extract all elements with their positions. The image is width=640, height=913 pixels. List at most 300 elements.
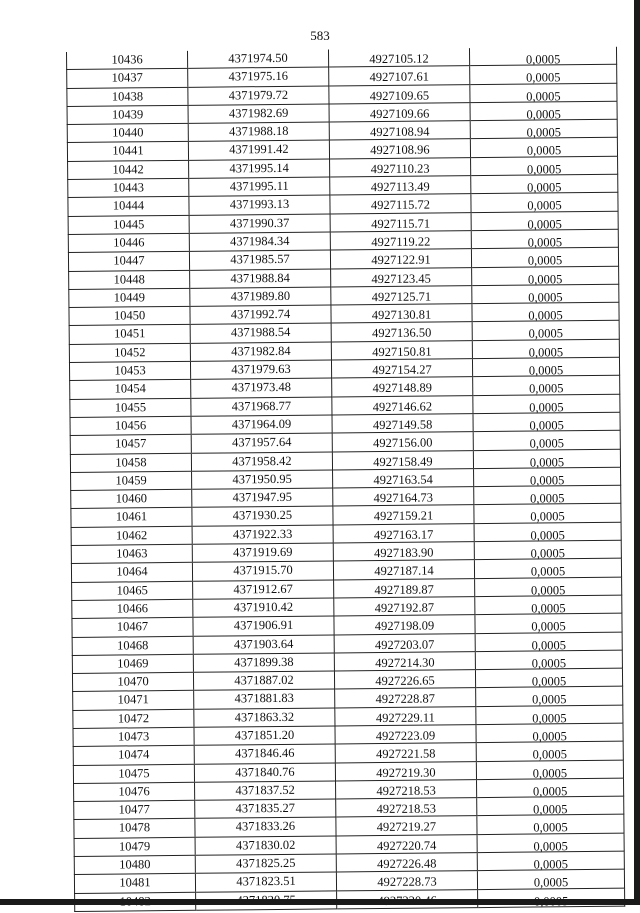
y-coordinate-cell bbox=[336, 816, 477, 836]
y-coordinate-text: 4927203.07 bbox=[374, 636, 435, 652]
x-coordinate-text: 4371979.72 bbox=[228, 87, 289, 103]
value-cell bbox=[476, 705, 623, 725]
value-text: 0,0005 bbox=[531, 637, 566, 653]
point-number-cell bbox=[72, 672, 193, 691]
x-coordinate-cell bbox=[193, 616, 334, 636]
value-text: 0,0005 bbox=[528, 290, 563, 305]
x-coordinate-text: 4371982.69 bbox=[228, 105, 289, 121]
y-coordinate-text: 4927122.91 bbox=[371, 252, 431, 268]
point-number-cell bbox=[70, 380, 191, 399]
x-coordinate-cell bbox=[193, 634, 334, 654]
value-text: 0,0005 bbox=[529, 436, 565, 451]
value-text: 0,0005 bbox=[529, 473, 565, 488]
point-number-cell bbox=[67, 124, 188, 143]
x-coordinate-cell bbox=[193, 671, 334, 691]
value-cell bbox=[474, 485, 621, 505]
value-cell bbox=[471, 211, 618, 231]
value-text: 0,0005 bbox=[533, 875, 569, 890]
y-coordinate-cell bbox=[330, 249, 471, 269]
y-coordinate-text: 4927136.50 bbox=[371, 325, 432, 341]
x-coordinate-cell bbox=[188, 104, 329, 124]
x-coordinate-cell bbox=[187, 49, 328, 68]
point-number-text: 10475 bbox=[118, 765, 150, 781]
point-number-text: 10479 bbox=[118, 838, 151, 854]
point-number-text: 10437 bbox=[111, 70, 143, 85]
x-coordinate-text: 4371992.74 bbox=[230, 307, 291, 322]
value-cell bbox=[473, 376, 620, 396]
value-cell bbox=[470, 119, 617, 139]
x-coordinate-cell bbox=[193, 653, 334, 673]
x-coordinate-text: 4371990.37 bbox=[229, 215, 290, 231]
point-number-text: 10460 bbox=[115, 491, 147, 506]
point-number-cell bbox=[68, 178, 189, 197]
value-text: 0,0005 bbox=[531, 656, 567, 671]
x-coordinate-text: 4371989.80 bbox=[230, 288, 291, 304]
value-text: 0,0005 bbox=[527, 271, 563, 287]
point-number-cell bbox=[68, 197, 189, 216]
value-text: 0,0005 bbox=[529, 399, 564, 415]
value-text: 0,0005 bbox=[525, 52, 561, 67]
point-number-cell bbox=[70, 435, 191, 454]
y-coordinate-cell bbox=[332, 395, 473, 415]
coordinates-table-wrapper bbox=[66, 47, 620, 912]
point-number-cell bbox=[66, 51, 187, 70]
point-number-text: 10466 bbox=[116, 601, 149, 616]
value-cell bbox=[471, 156, 618, 176]
y-coordinate-cell bbox=[329, 103, 470, 123]
x-coordinate-cell bbox=[190, 323, 331, 343]
value-text: 0,0005 bbox=[526, 107, 561, 122]
point-number-cell bbox=[73, 709, 194, 728]
y-coordinate-cell bbox=[330, 157, 471, 177]
x-coordinate-cell bbox=[194, 726, 335, 746]
y-coordinate-text: 4927219.27 bbox=[376, 819, 437, 835]
x-coordinate-cell bbox=[189, 250, 330, 270]
x-coordinate-text: 4371906.91 bbox=[233, 618, 294, 633]
value-text: 0,0005 bbox=[527, 235, 563, 250]
value-cell bbox=[473, 394, 620, 414]
point-number-text: 10444 bbox=[112, 198, 145, 213]
y-coordinate-cell bbox=[334, 615, 475, 635]
x-coordinate-cell bbox=[189, 159, 330, 179]
value-cell bbox=[477, 796, 624, 816]
point-number-text: 10472 bbox=[117, 710, 150, 726]
x-coordinate-text: 4371973.48 bbox=[231, 380, 291, 395]
point-number-text: 10461 bbox=[115, 509, 148, 524]
value-text: 0,0005 bbox=[526, 125, 562, 140]
point-number-text: 10474 bbox=[118, 747, 150, 762]
x-coordinate-cell bbox=[191, 378, 332, 398]
point-number-cell bbox=[69, 306, 190, 325]
x-coordinate-text: 4371979.63 bbox=[231, 361, 291, 377]
y-coordinate-cell bbox=[330, 176, 471, 196]
value-cell bbox=[471, 229, 618, 249]
point-number-text: 10477 bbox=[118, 802, 150, 817]
point-number-cell bbox=[72, 654, 193, 673]
scan-border-bottom bbox=[0, 899, 640, 905]
y-coordinate-cell bbox=[335, 743, 476, 763]
x-coordinate-text: 4371995.11 bbox=[229, 178, 289, 194]
point-number-text: 10465 bbox=[116, 582, 148, 598]
point-number-text: 10441 bbox=[112, 143, 144, 159]
x-coordinate-cell bbox=[195, 799, 336, 819]
point-number-cell bbox=[72, 636, 193, 655]
y-coordinate-text: 4927108.94 bbox=[370, 124, 430, 140]
point-number-text: 10468 bbox=[117, 637, 149, 653]
y-coordinate-text: 4927220.74 bbox=[376, 838, 437, 853]
y-coordinate-cell bbox=[331, 359, 472, 379]
point-number-text: 10453 bbox=[114, 363, 146, 378]
x-coordinate-text: 4371912.67 bbox=[233, 581, 293, 597]
y-coordinate-cell bbox=[336, 779, 477, 799]
y-coordinate-text: 4927183.90 bbox=[374, 545, 434, 561]
value-text: 0,0005 bbox=[530, 491, 565, 506]
x-coordinate-cell bbox=[190, 342, 331, 362]
value-cell bbox=[475, 632, 622, 652]
y-coordinate-text: 4927125.71 bbox=[371, 289, 432, 304]
y-coordinate-text: 4927221.58 bbox=[376, 746, 436, 762]
point-number-text: 10449 bbox=[113, 290, 146, 305]
point-number-cell bbox=[73, 764, 194, 783]
value-cell bbox=[474, 504, 621, 524]
y-coordinate-cell bbox=[331, 340, 472, 360]
x-coordinate-text: 4371835.27 bbox=[235, 801, 296, 816]
y-coordinate-text: 4927163.54 bbox=[373, 472, 433, 487]
value-cell bbox=[472, 321, 619, 341]
x-coordinate-cell bbox=[189, 177, 330, 197]
y-coordinate-cell bbox=[336, 853, 477, 873]
y-coordinate-text: 4927226.48 bbox=[377, 856, 437, 872]
point-number-cell bbox=[74, 855, 195, 874]
page-number: 583 bbox=[310, 28, 330, 43]
value-text: 0,0005 bbox=[531, 619, 566, 634]
y-coordinate-cell bbox=[332, 377, 473, 397]
x-coordinate-text: 4371974.50 bbox=[228, 50, 288, 66]
y-coordinate-text: 4927113.49 bbox=[370, 179, 430, 195]
x-coordinate-cell bbox=[195, 836, 336, 856]
y-coordinate-cell bbox=[334, 670, 475, 690]
x-coordinate-text: 4371988.54 bbox=[230, 325, 291, 340]
point-number-cell bbox=[72, 599, 193, 618]
value-cell bbox=[473, 430, 620, 450]
value-text: 0,0005 bbox=[527, 216, 562, 232]
x-coordinate-text: 4371919.69 bbox=[233, 544, 293, 560]
x-coordinate-text: 4371833.26 bbox=[235, 819, 296, 834]
y-coordinate-cell bbox=[330, 194, 471, 214]
x-coordinate-text: 4371846.46 bbox=[234, 746, 295, 761]
value-text: 0,0005 bbox=[533, 802, 568, 817]
point-number-cell bbox=[73, 691, 194, 710]
point-number-cell bbox=[71, 508, 192, 527]
scan-border-right bbox=[634, 0, 640, 905]
point-number-cell bbox=[71, 526, 192, 545]
point-number-text: 10454 bbox=[114, 381, 146, 396]
point-number-cell bbox=[70, 416, 191, 435]
y-coordinate-cell bbox=[331, 267, 472, 287]
x-coordinate-text: 4371957.64 bbox=[232, 435, 292, 450]
value-cell bbox=[477, 778, 624, 798]
point-number-text: 10464 bbox=[116, 564, 148, 579]
value-cell bbox=[476, 723, 623, 743]
x-coordinate-text: 4371837.52 bbox=[235, 782, 295, 798]
value-cell bbox=[476, 760, 623, 780]
x-coordinate-text: 4371964.09 bbox=[231, 416, 292, 432]
point-number-text: 10438 bbox=[111, 88, 144, 104]
x-coordinate-text: 4371840.76 bbox=[235, 764, 295, 779]
x-coordinate-text: 4371825.25 bbox=[236, 855, 296, 871]
point-number-cell bbox=[72, 581, 193, 600]
value-text: 0,0005 bbox=[530, 564, 566, 579]
point-number-cell bbox=[73, 727, 194, 746]
value-cell bbox=[475, 613, 622, 633]
point-number-text: 10436 bbox=[111, 52, 143, 67]
x-coordinate-text: 4371968.77 bbox=[231, 398, 292, 414]
x-coordinate-text: 4371899.38 bbox=[234, 654, 294, 670]
value-cell bbox=[477, 815, 624, 835]
y-coordinate-cell bbox=[329, 121, 470, 141]
value-text: 0,0005 bbox=[526, 88, 561, 104]
point-number-cell bbox=[69, 361, 190, 380]
y-coordinate-text: 4927223.09 bbox=[375, 728, 436, 744]
x-coordinate-cell bbox=[188, 86, 329, 106]
value-text: 0,0005 bbox=[528, 326, 563, 342]
y-coordinate-text: 4927218.53 bbox=[376, 801, 437, 817]
y-coordinate-cell bbox=[332, 432, 473, 452]
point-number-text: 10446 bbox=[113, 235, 145, 250]
x-coordinate-cell bbox=[193, 598, 334, 618]
y-coordinate-text: 4927226.65 bbox=[375, 673, 435, 689]
x-coordinate-cell bbox=[192, 470, 333, 490]
point-number-cell bbox=[71, 489, 192, 508]
y-coordinate-cell bbox=[333, 542, 474, 562]
point-number-cell bbox=[67, 69, 188, 88]
value-text: 0,0005 bbox=[527, 198, 562, 213]
point-number-cell bbox=[70, 453, 191, 472]
y-coordinate-text: 4927158.49 bbox=[373, 454, 433, 469]
point-number-text: 10480 bbox=[119, 857, 151, 872]
value-text: 0,0005 bbox=[533, 820, 568, 836]
value-cell bbox=[473, 412, 620, 432]
y-coordinate-text: 4927105.12 bbox=[369, 51, 429, 67]
point-number-text: 10455 bbox=[114, 399, 147, 415]
x-coordinate-cell bbox=[195, 817, 336, 837]
y-coordinate-cell bbox=[333, 487, 474, 507]
x-coordinate-text: 4371975.16 bbox=[228, 69, 288, 84]
point-number-text: 10447 bbox=[113, 253, 145, 268]
y-coordinate-text: 4927187.14 bbox=[374, 563, 434, 579]
y-coordinate-text: 4927228.73 bbox=[377, 874, 437, 890]
point-number-text: 10440 bbox=[112, 125, 144, 140]
x-coordinate-text: 4371982.84 bbox=[231, 343, 291, 359]
x-coordinate-cell bbox=[195, 872, 336, 892]
x-coordinate-text: 4371863.32 bbox=[234, 709, 295, 725]
x-coordinate-cell bbox=[188, 67, 329, 87]
value-cell bbox=[472, 339, 619, 359]
value-cell bbox=[475, 577, 622, 597]
point-number-cell bbox=[71, 544, 192, 563]
point-number-text: 10470 bbox=[117, 674, 149, 689]
x-coordinate-text: 4371930.25 bbox=[232, 508, 293, 523]
value-cell bbox=[470, 83, 617, 103]
point-number-cell bbox=[69, 343, 190, 362]
value-cell bbox=[472, 357, 619, 377]
x-coordinate-cell bbox=[189, 214, 330, 234]
point-number-text: 10448 bbox=[113, 271, 145, 287]
value-text: 0,0005 bbox=[532, 784, 568, 799]
x-coordinate-text: 4371823.51 bbox=[236, 874, 296, 889]
y-coordinate-text: 4927146.62 bbox=[372, 399, 433, 414]
y-coordinate-cell bbox=[333, 523, 474, 543]
x-coordinate-text: 4371985.57 bbox=[230, 252, 290, 267]
value-cell bbox=[474, 559, 621, 579]
x-coordinate-cell bbox=[192, 506, 333, 526]
value-text: 0,0005 bbox=[527, 253, 563, 268]
x-coordinate-cell bbox=[195, 854, 336, 874]
value-cell bbox=[471, 174, 618, 194]
value-cell bbox=[472, 284, 619, 304]
x-coordinate-text: 4371903.64 bbox=[233, 636, 294, 651]
y-coordinate-cell bbox=[331, 285, 472, 305]
x-coordinate-text: 4371958.42 bbox=[232, 453, 292, 468]
point-number-text: 10459 bbox=[115, 473, 147, 488]
coordinates-table-body bbox=[66, 47, 624, 912]
value-text: 0,0005 bbox=[529, 418, 564, 433]
x-coordinate-text: 4371922.33 bbox=[232, 526, 293, 542]
value-cell bbox=[470, 65, 617, 85]
x-coordinate-text: 4371947.95 bbox=[232, 489, 293, 505]
point-number-text: 10471 bbox=[117, 692, 149, 707]
y-coordinate-text: 4927130.81 bbox=[371, 307, 432, 323]
value-cell bbox=[475, 668, 622, 688]
point-number-cell bbox=[73, 746, 194, 765]
x-coordinate-cell bbox=[194, 744, 335, 764]
y-coordinate-text: 4927164.73 bbox=[373, 490, 434, 506]
y-coordinate-text: 4927154.27 bbox=[372, 362, 432, 378]
y-coordinate-cell bbox=[335, 688, 476, 708]
x-coordinate-text: 4371830.02 bbox=[235, 837, 296, 853]
point-number-text: 10450 bbox=[113, 308, 146, 323]
point-number-cell bbox=[67, 87, 188, 106]
value-text: 0,0005 bbox=[532, 765, 568, 781]
point-number-cell bbox=[74, 874, 195, 893]
y-coordinate-cell bbox=[330, 231, 471, 251]
value-cell bbox=[474, 540, 621, 560]
point-number-text: 10478 bbox=[118, 820, 151, 835]
point-number-text: 10469 bbox=[117, 656, 149, 671]
value-cell bbox=[477, 851, 624, 871]
value-cell bbox=[472, 302, 619, 322]
value-cell bbox=[473, 449, 620, 469]
value-text: 0,0005 bbox=[528, 308, 563, 323]
value-cell bbox=[476, 741, 623, 761]
x-coordinate-cell bbox=[194, 763, 335, 783]
value-text: 0,0005 bbox=[527, 180, 562, 195]
y-coordinate-text: 4927228.87 bbox=[375, 691, 435, 707]
x-coordinate-cell bbox=[189, 195, 330, 215]
y-coordinate-cell bbox=[333, 468, 474, 488]
y-coordinate-cell bbox=[329, 84, 470, 104]
point-number-text: 10439 bbox=[111, 107, 144, 122]
value-cell bbox=[474, 522, 621, 542]
x-coordinate-text: 4371988.84 bbox=[230, 270, 290, 285]
point-number-cell bbox=[67, 105, 188, 124]
value-text: 0,0005 bbox=[526, 162, 562, 177]
y-coordinate-cell bbox=[329, 66, 470, 86]
point-number-text: 10457 bbox=[115, 436, 147, 451]
x-coordinate-cell bbox=[190, 360, 331, 380]
point-number-text: 10451 bbox=[114, 326, 146, 342]
y-coordinate-text: 4927159.21 bbox=[373, 508, 434, 524]
x-coordinate-text: 4371915.70 bbox=[233, 563, 293, 578]
y-coordinate-text: 4927109.66 bbox=[369, 106, 430, 121]
point-number-cell bbox=[71, 563, 192, 582]
y-coordinate-cell bbox=[335, 725, 476, 745]
x-coordinate-cell bbox=[191, 415, 332, 435]
value-cell bbox=[477, 833, 624, 853]
y-coordinate-text: 4927156.00 bbox=[373, 435, 433, 451]
y-coordinate-text: 4927110.23 bbox=[370, 161, 430, 176]
y-coordinate-cell bbox=[333, 505, 474, 525]
y-coordinate-cell bbox=[336, 834, 477, 854]
value-text: 0,0005 bbox=[532, 729, 567, 744]
y-coordinate-cell bbox=[335, 761, 476, 781]
point-number-text: 10442 bbox=[112, 162, 144, 177]
x-coordinate-cell bbox=[190, 269, 331, 289]
x-coordinate-text: 4371984.34 bbox=[230, 233, 290, 249]
point-number-cell bbox=[68, 160, 189, 179]
y-coordinate-text: 4927108.96 bbox=[370, 142, 430, 158]
y-coordinate-text: 4927219.30 bbox=[376, 765, 436, 780]
value-text: 0,0005 bbox=[528, 344, 564, 360]
x-coordinate-cell bbox=[191, 451, 332, 471]
y-coordinate-cell bbox=[330, 212, 471, 232]
value-cell bbox=[475, 650, 622, 670]
value-cell bbox=[471, 193, 618, 213]
point-number-text: 10473 bbox=[117, 729, 150, 744]
y-coordinate-cell bbox=[334, 578, 475, 598]
value-cell bbox=[471, 247, 618, 267]
point-number-text: 10456 bbox=[114, 418, 147, 433]
x-coordinate-text: 4371881.83 bbox=[234, 691, 294, 706]
point-number-cell bbox=[68, 233, 189, 252]
value-text: 0,0005 bbox=[530, 546, 566, 561]
y-coordinate-cell bbox=[334, 651, 475, 671]
value-text: 0,0005 bbox=[530, 582, 566, 598]
y-coordinate-text: 4927115.72 bbox=[370, 197, 431, 213]
value-text: 0,0005 bbox=[529, 381, 564, 396]
x-coordinate-cell bbox=[194, 689, 335, 709]
x-coordinate-cell bbox=[192, 543, 333, 563]
point-number-text: 10481 bbox=[119, 875, 151, 890]
point-number-text: 10462 bbox=[115, 527, 148, 543]
point-number-text: 10445 bbox=[112, 216, 145, 232]
y-coordinate-cell bbox=[335, 706, 476, 726]
y-coordinate-text: 4927229.11 bbox=[375, 710, 435, 725]
point-number-cell bbox=[74, 782, 195, 801]
y-coordinate-text: 4927150.81 bbox=[372, 344, 432, 359]
x-coordinate-cell bbox=[188, 122, 329, 142]
point-number-text: 10476 bbox=[118, 784, 150, 799]
value-text: 0,0005 bbox=[530, 527, 565, 543]
value-text: 0,0005 bbox=[530, 509, 565, 524]
point-number-cell bbox=[68, 215, 189, 234]
y-coordinate-cell bbox=[331, 304, 472, 324]
point-number-cell bbox=[70, 398, 191, 417]
value-cell bbox=[476, 687, 623, 707]
y-coordinate-text: 4927198.09 bbox=[374, 618, 435, 634]
value-text: 0,0005 bbox=[531, 692, 567, 707]
point-number-cell bbox=[69, 270, 190, 289]
